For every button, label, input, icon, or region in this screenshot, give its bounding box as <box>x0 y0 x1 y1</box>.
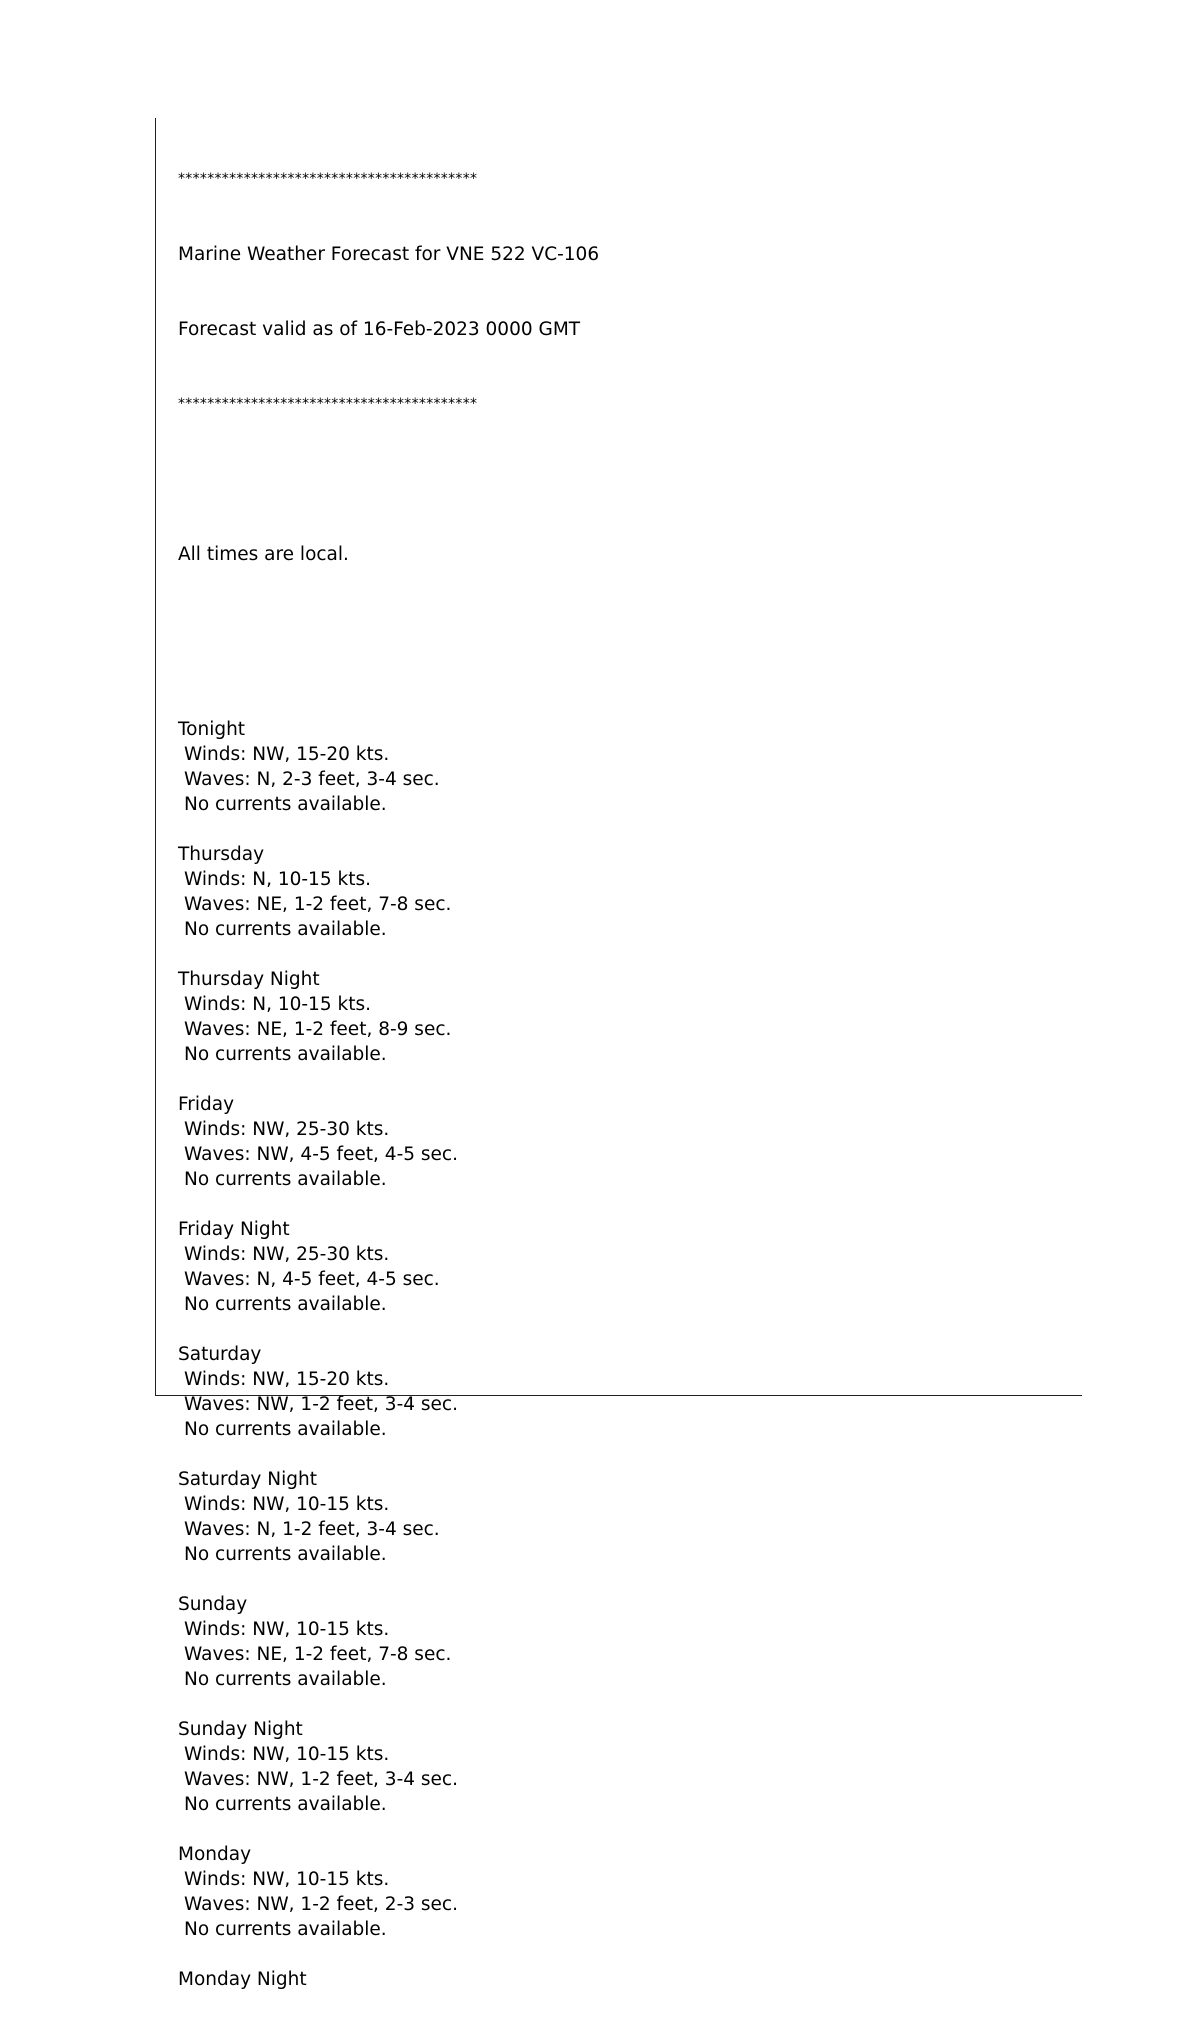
forecast-document <box>178 117 599 2017</box>
period-currents: No currents available. <box>184 1294 387 1315</box>
period-waves: Waves: NW, 1-2 feet, 3-4 sec. <box>184 1394 458 1415</box>
forecast-period <box>178 1967 599 1992</box>
period-winds: Winds: NW, 25-30 kts. <box>184 1119 390 1140</box>
forecast-period <box>178 1717 599 1842</box>
forecast-period <box>178 1592 599 1717</box>
period-waves: Waves: NE, 1-2 feet, 7-8 sec. <box>184 894 452 915</box>
period-name: Friday Night <box>178 1219 290 1240</box>
period-name: Friday <box>178 1094 235 1115</box>
period-name: Saturday <box>178 1344 262 1365</box>
period-name: Thursday Night <box>178 969 320 990</box>
period-currents: No currents available. <box>184 794 387 815</box>
period-currents: No currents available. <box>184 1169 387 1190</box>
period-currents: No currents available. <box>184 1794 387 1815</box>
period-winds: Winds: NW, 10-15 kts. <box>184 1744 390 1765</box>
period-name: Sunday <box>178 1594 248 1615</box>
period-winds: Winds: NW, 25-30 kts. <box>184 1244 390 1265</box>
forecast-title: Marine Weather Forecast for VNE 522 VC-106 <box>178 244 600 265</box>
period-winds: Winds: NW, 15-20 kts. <box>184 744 390 765</box>
period-name: Monday Night <box>178 1969 307 1990</box>
period-currents: No currents available. <box>184 1544 387 1565</box>
period-currents: No currents available. <box>184 919 387 940</box>
period-currents: No currents available. <box>184 1044 387 1065</box>
period-waves: Waves: NW, 1-2 feet, 2-3 sec. <box>184 1894 458 1915</box>
forecast-period <box>178 1342 599 1467</box>
period-name: Monday <box>178 1844 252 1865</box>
forecast-period <box>178 1842 599 1967</box>
period-waves: Waves: N, 1-2 feet, 3-4 sec. <box>184 1519 440 1540</box>
forecast-period <box>178 967 599 1092</box>
forecast-period <box>178 842 599 967</box>
period-waves: Waves: N, 2-3 feet, 3-4 sec. <box>184 769 440 790</box>
forecast-periods <box>178 717 599 1992</box>
header-stars-bottom: ***************************************** <box>178 396 478 412</box>
period-waves: Waves: NW, 1-2 feet, 3-4 sec. <box>184 1769 458 1790</box>
period-currents: No currents available. <box>184 1919 387 1940</box>
forecast-valid-time: Forecast valid as of 16-Feb-2023 0000 GMT <box>178 319 581 340</box>
period-currents: No currents available. <box>184 1419 387 1440</box>
forecast-period <box>178 1217 599 1342</box>
period-winds: Winds: NW, 15-20 kts. <box>184 1369 390 1390</box>
period-winds: Winds: NW, 10-15 kts. <box>184 1619 390 1640</box>
period-name: Saturday Night <box>178 1469 317 1490</box>
times-note: All times are local. <box>178 544 349 565</box>
period-waves: Waves: N, 4-5 feet, 4-5 sec. <box>184 1269 440 1290</box>
period-name: Thursday <box>178 844 265 865</box>
forecast-period <box>178 717 599 842</box>
period-name: Sunday Night <box>178 1719 303 1740</box>
period-waves: Waves: NW, 4-5 feet, 4-5 sec. <box>184 1144 458 1165</box>
header-stars-top: ***************************************** <box>178 171 478 187</box>
period-winds: Winds: NW, 10-15 kts. <box>184 1494 390 1515</box>
forecast-period <box>178 1092 599 1217</box>
frame-left-border <box>155 118 156 1396</box>
period-winds: Winds: N, 10-15 kts. <box>184 869 371 890</box>
period-waves: Waves: NE, 1-2 feet, 8-9 sec. <box>184 1019 452 1040</box>
period-currents: No currents available. <box>184 1669 387 1690</box>
period-winds: Winds: N, 10-15 kts. <box>184 994 371 1015</box>
forecast-period <box>178 1467 599 1592</box>
period-name: Tonight <box>178 719 246 740</box>
period-winds: Winds: NW, 10-15 kts. <box>184 1869 390 1890</box>
period-waves: Waves: NE, 1-2 feet, 7-8 sec. <box>184 1644 452 1665</box>
